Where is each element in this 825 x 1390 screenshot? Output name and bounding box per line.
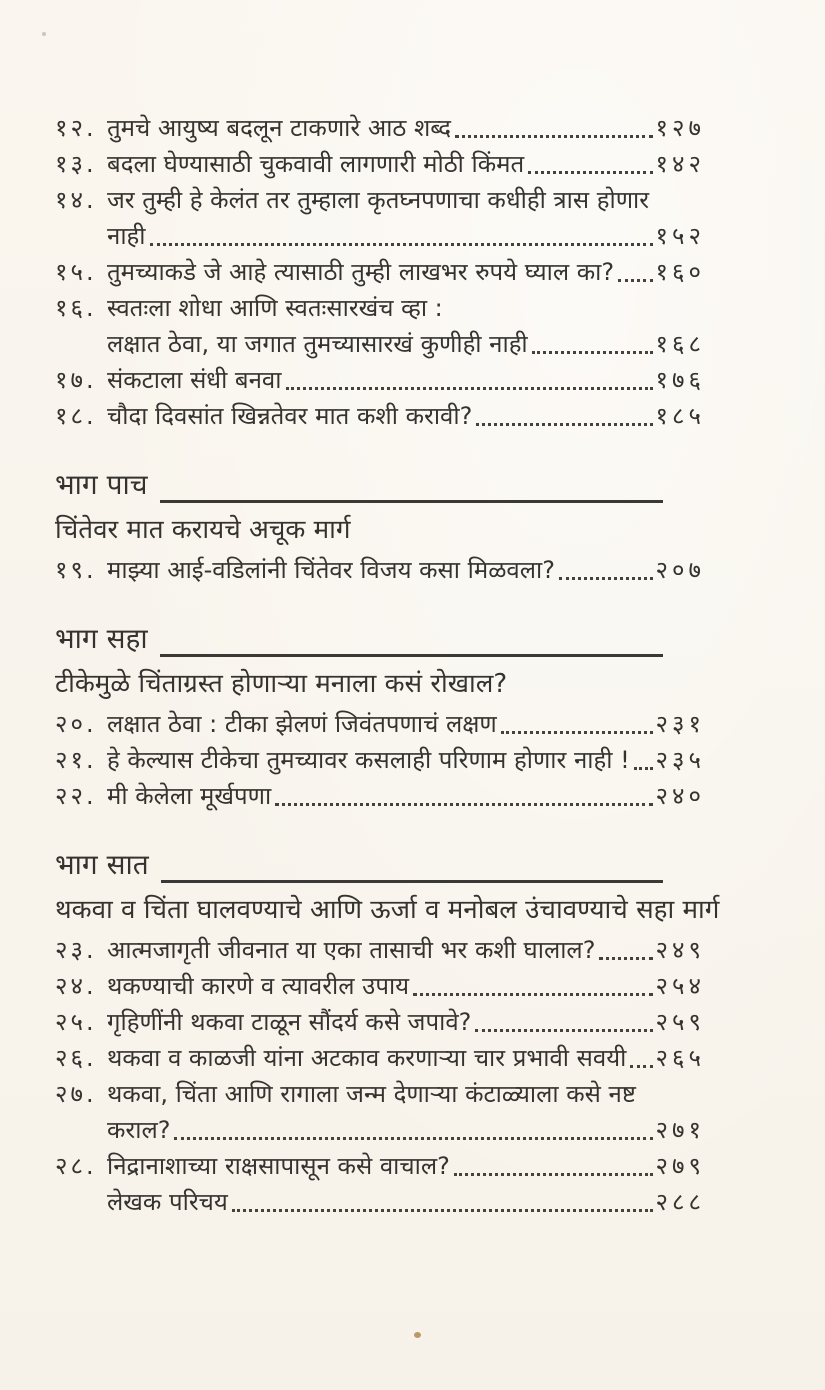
dot-leader (455, 135, 653, 138)
dot-leader (630, 1065, 652, 1068)
dot-leader (599, 957, 652, 960)
entry-title: लेखक परिचय (107, 1188, 228, 1216)
entry-page-number: १६० (655, 258, 705, 286)
entry-title: निद्रानाशाच्या राक्षसापासून कसे वाचाल? (107, 1152, 450, 1180)
toc-entry (55, 254, 705, 290)
section-heading: भाग सात (55, 848, 149, 881)
entry-page-number: १७६ (655, 366, 705, 394)
entry-page-number: २७९ (655, 1152, 705, 1180)
entry-number: २३. (55, 936, 97, 964)
entry-number: १७. (55, 366, 97, 394)
section-subtitle: थकवा व चिंता घालवण्याचे आणि ऊर्जा व मनोबल उंचावण्याचे सहा मार्ग (55, 895, 720, 925)
entry-title-continuation: कराल? (107, 1116, 171, 1144)
dot-leader (232, 1209, 653, 1212)
entry-page-number: २७१ (655, 1116, 705, 1144)
dot-leader (275, 803, 652, 806)
entry-page-number: २३५ (655, 746, 705, 774)
dot-leader (559, 577, 653, 580)
paper-speck (42, 32, 46, 36)
entry-number: २०. (55, 710, 97, 738)
entry-title: तुमचे आयुष्य बदलून टाकणारे आठ शब्द (107, 114, 451, 142)
toc-entry (55, 1076, 705, 1112)
entry-page-number: १८५ (655, 402, 705, 430)
entry-number: १५. (55, 258, 97, 286)
entry-number: २४. (55, 972, 97, 1000)
dot-leader (150, 243, 653, 246)
section-heading: भाग पाच (55, 468, 148, 501)
toc-entry (55, 778, 705, 814)
entry-page-number: २८८ (655, 1188, 705, 1216)
toc-entry (55, 932, 705, 968)
entry-page-number: २५९ (655, 1008, 705, 1036)
dot-leader (454, 1173, 653, 1176)
section-heading: भाग सहा (55, 622, 148, 655)
entry-title: लक्षात ठेवा : टीका झेलणं जिवंतपणाचं लक्षण (107, 710, 497, 738)
entry-title: मी केलेला मूर्खपणा (107, 782, 272, 810)
toc-section-part-five (55, 462, 705, 588)
dot-leader (501, 731, 653, 734)
entry-page-number: १६८ (655, 330, 705, 358)
entry-number: २१. (55, 746, 97, 774)
entry-page-number: २५४ (655, 972, 705, 1000)
dot-leader (413, 993, 652, 996)
section-heading-row (55, 462, 705, 508)
heading-underline (160, 500, 663, 503)
entry-number: १८. (55, 402, 97, 430)
entry-number: २७. (55, 1080, 97, 1108)
entry-page-number: २४९ (655, 936, 705, 964)
section-heading-row (55, 842, 705, 888)
entry-page-number: १२७ (655, 114, 705, 142)
toc-entry (55, 398, 705, 434)
heading-underline (160, 654, 663, 657)
heading-underline (161, 880, 663, 883)
section-subtitle: चिंतेवर मात करायचे अचूक मार्ग (55, 515, 351, 545)
dot-leader (634, 767, 653, 770)
toc-entry (55, 552, 705, 588)
entry-number: २८. (55, 1152, 97, 1180)
toc-entry (55, 182, 705, 218)
section-subtitle: टीकेमुळे चिंताग्रस्त होणाऱ्या मनाला कसं रोखाल? (55, 669, 508, 699)
entry-number: १९. (55, 556, 97, 584)
entry-page-number: १४२ (655, 150, 705, 178)
entry-title: तुमच्याकडे जे आहे त्यासाठी तुम्ही लाखभर रुपये घ्याल का? (107, 258, 615, 286)
toc-entry (55, 362, 705, 398)
toc-entry (55, 742, 705, 778)
entry-number: २६. (55, 1044, 97, 1072)
section-heading-row (55, 616, 705, 662)
entry-number: १६. (55, 294, 97, 322)
toc-entry (55, 1148, 705, 1184)
dot-leader (532, 351, 653, 354)
entry-title-continuation: नाही (107, 222, 146, 250)
entry-title: गृहिणींनी थकवा टाळून सौंदर्य कसे जपावे? (107, 1008, 472, 1036)
toc-entry (55, 968, 705, 1004)
entry-title-continuation: लक्षात ठेवा, या जगात तुमच्यासारखं कुणीही नाही (107, 330, 528, 358)
entry-title: आत्मजागृती जीवनात या एका तासाची भर कशी घालाल? (107, 936, 596, 964)
toc-entry-continuation (55, 326, 705, 362)
toc-entry (55, 1040, 705, 1076)
entry-page-number: २६५ (655, 1044, 705, 1072)
entry-title: थकवा, चिंता आणि रागाला जन्म देणाऱ्या कंटाळ्याला कसे नष्ट (107, 1080, 636, 1108)
dot-leader (476, 423, 652, 426)
entry-number: १४. (55, 186, 97, 214)
entry-title: चौदा दिवसांत खिन्नतेवर मात कशी करावी? (107, 402, 473, 430)
entry-page-number: २०७ (655, 556, 705, 584)
toc-entry (55, 110, 705, 146)
entry-number: २२. (55, 782, 97, 810)
dot-leader (174, 1137, 652, 1140)
toc-entry (55, 146, 705, 182)
toc-entry-continuation (55, 1112, 705, 1148)
toc-entry-continuation (55, 218, 705, 254)
entry-title: थकण्याची कारणे व त्यावरील उपाय (107, 972, 410, 1000)
entry-title: माझ्या आई-वडिलांनी चिंतेवर विजय कसा मिळवला? (107, 556, 556, 584)
entry-number: १३. (55, 150, 97, 178)
entry-title: थकवा व काळजी यांना अटकाव करणाऱ्या चार प्रभावी सवयी (107, 1044, 627, 1072)
entry-title: स्वतःला शोधा आणि स्वतःसारखंच व्हा : (107, 294, 443, 322)
dot-leader (475, 1029, 652, 1032)
entry-number: १२. (55, 114, 97, 142)
entry-page-number: २३१ (655, 710, 705, 738)
toc-entry (55, 290, 705, 326)
entry-title: संकटाला संधी बनवा (107, 366, 282, 394)
entry-number: २५. (55, 1008, 97, 1036)
toc-section-part-six (55, 616, 705, 814)
toc-section-part-seven (55, 842, 720, 1220)
entry-title: बदला घेण्यासाठी चुकवावी लागणारी मोठी किंमत (107, 150, 525, 178)
entry-title: जर तुम्ही हे केलंत तर तुम्हाला कृतघ्नपणाचा कधीही त्रास होणार (107, 186, 650, 214)
entry-title: हे केल्यास टीकेचा तुमच्यावर कसलाही परिणाम होणार नाही ! (107, 746, 630, 774)
entry-page-number: २४० (655, 782, 705, 810)
dot-leader (618, 279, 652, 282)
dot-leader (528, 171, 652, 174)
toc-entry (55, 706, 705, 742)
dot-leader (286, 387, 653, 390)
toc-entry (55, 1004, 705, 1040)
paper-speck (414, 1332, 421, 1338)
entry-page-number: १५२ (655, 222, 705, 250)
toc-entry-author-intro (55, 1184, 705, 1220)
